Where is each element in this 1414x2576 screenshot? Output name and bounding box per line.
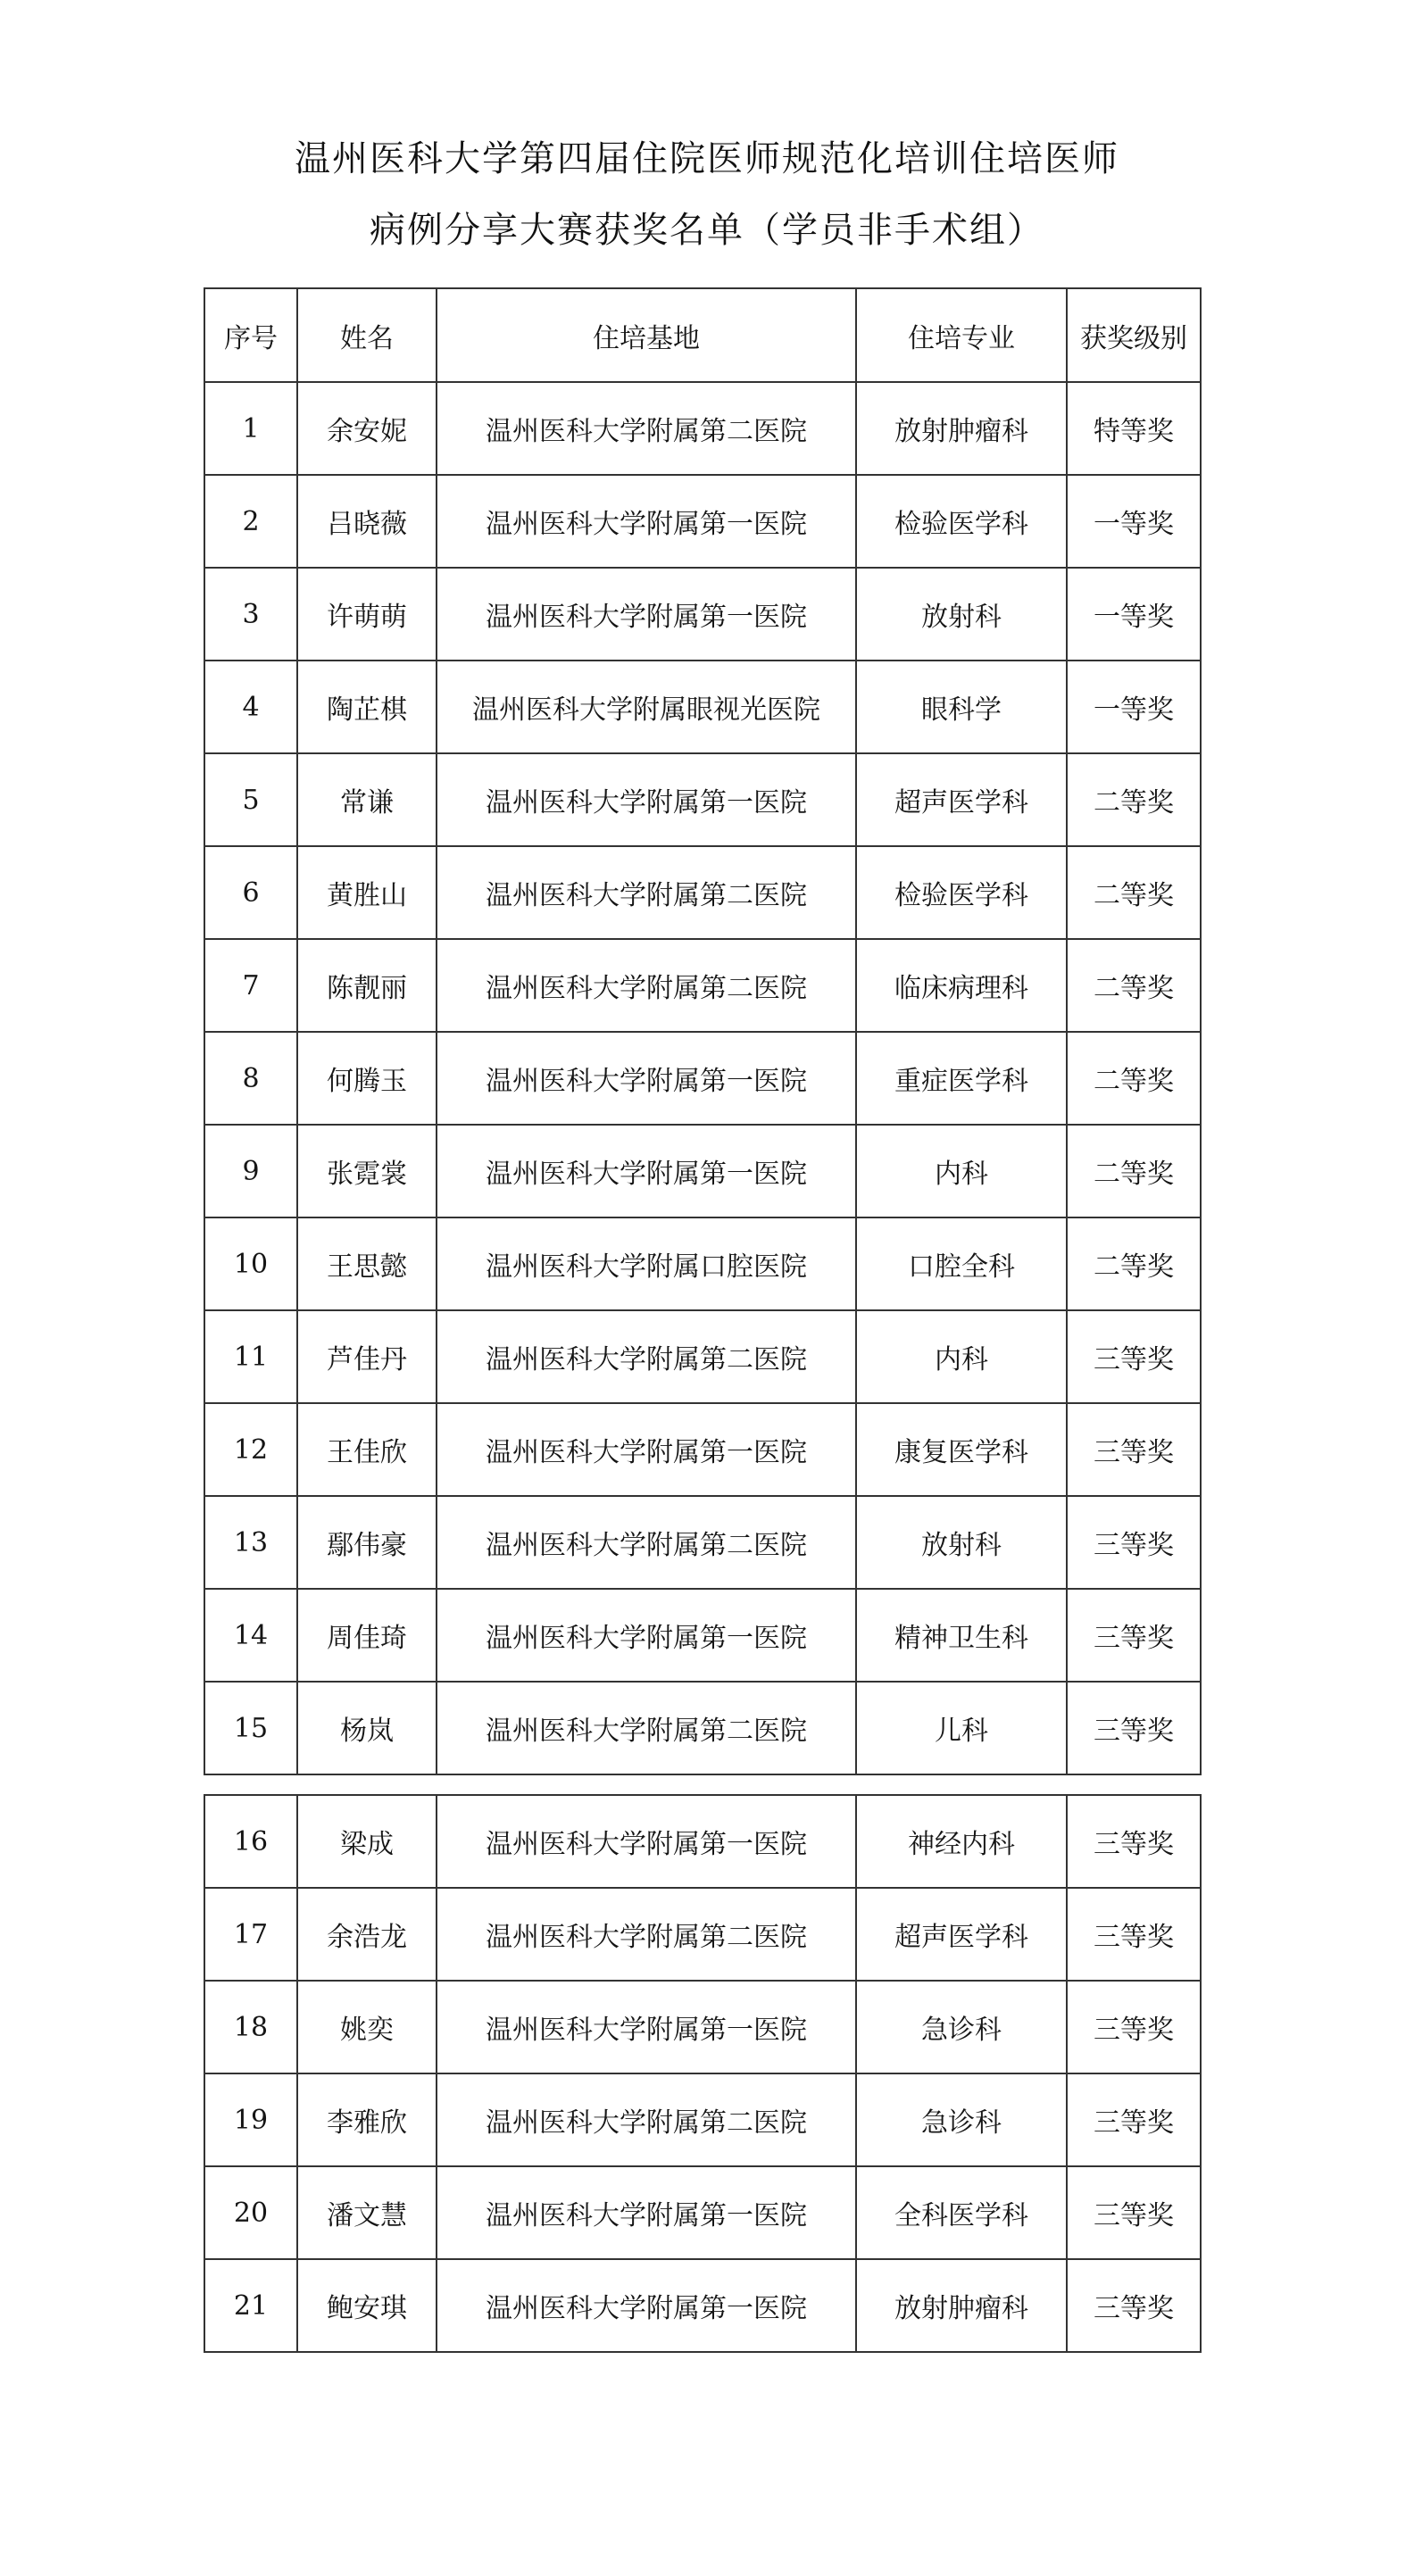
cell-name: 鲍安琪: [297, 2259, 437, 2352]
cell-name: 陶芷棋: [297, 661, 437, 753]
header-specialty: 住培专业: [856, 288, 1067, 382]
cell-specialty: 精神卫生科: [856, 1589, 1067, 1682]
table-row: [204, 1888, 1201, 1981]
cell-specialty: 急诊科: [856, 1981, 1067, 2073]
table-body-part-1: [204, 382, 1201, 1774]
cell-award-level: 二等奖: [1067, 753, 1201, 846]
cell-number: 2: [204, 475, 297, 568]
cell-name: 吕晓薇: [297, 475, 437, 568]
cell-specialty: 全科医学科: [856, 2166, 1067, 2259]
cell-training-base: 温州医科大学附属口腔医院: [437, 1217, 856, 1310]
cell-award-level: 三等奖: [1067, 1589, 1201, 1682]
cell-training-base: 温州医科大学附属第一医院: [437, 475, 856, 568]
cell-specialty: 内科: [856, 1310, 1067, 1403]
cell-number: 7: [204, 939, 297, 1032]
cell-training-base: 温州医科大学附属第二医院: [437, 939, 856, 1032]
cell-number: 15: [204, 1682, 297, 1774]
cell-training-base: 温州医科大学附属第二医院: [437, 1682, 856, 1774]
cell-number: 12: [204, 1403, 297, 1496]
table-row: [204, 846, 1201, 939]
cell-name: 王佳欣: [297, 1403, 437, 1496]
cell-number: 1: [204, 382, 297, 475]
table-row: [204, 1032, 1201, 1125]
cell-specialty: 检验医学科: [856, 846, 1067, 939]
cell-name: 王思懿: [297, 1217, 437, 1310]
cell-number: 20: [204, 2166, 297, 2259]
table-row: [204, 568, 1201, 661]
cell-specialty: 临床病理科: [856, 939, 1067, 1032]
table-row: [204, 1125, 1201, 1217]
cell-award-level: 三等奖: [1067, 2073, 1201, 2166]
cell-name: 梁成: [297, 1795, 437, 1888]
table-row: [204, 1217, 1201, 1310]
cell-training-base: 温州医科大学附属第一医院: [437, 1403, 856, 1496]
table-row: [204, 939, 1201, 1032]
header-number: 序号: [204, 288, 297, 382]
cell-specialty: 放射科: [856, 1496, 1067, 1589]
cell-award-level: 三等奖: [1067, 2259, 1201, 2352]
table-header-row: [204, 288, 1201, 382]
cell-name: 余安妮: [297, 382, 437, 475]
cell-specialty: 放射科: [856, 568, 1067, 661]
cell-specialty: 内科: [856, 1125, 1067, 1217]
cell-number: 13: [204, 1496, 297, 1589]
cell-number: 17: [204, 1888, 297, 1981]
cell-number: 11: [204, 1310, 297, 1403]
cell-specialty: 超声医学科: [856, 753, 1067, 846]
cell-specialty: 放射肿瘤科: [856, 382, 1067, 475]
cell-training-base: 温州医科大学附属第一医院: [437, 1795, 856, 1888]
cell-name: 潘文慧: [297, 2166, 437, 2259]
cell-name: 何腾玉: [297, 1032, 437, 1125]
table-row: [204, 753, 1201, 846]
cell-number: 10: [204, 1217, 297, 1310]
cell-name: 李雅欣: [297, 2073, 437, 2166]
cell-award-level: 三等奖: [1067, 1496, 1201, 1589]
cell-award-level: 二等奖: [1067, 1032, 1201, 1125]
cell-number: 16: [204, 1795, 297, 1888]
cell-award-level: 三等奖: [1067, 1795, 1201, 1888]
cell-award-level: 二等奖: [1067, 1217, 1201, 1310]
award-table-part-2: [204, 1794, 1202, 2353]
table-body-part-2: [204, 1795, 1201, 2352]
cell-award-level: 一等奖: [1067, 475, 1201, 568]
cell-training-base: 温州医科大学附属第二医院: [437, 1310, 856, 1403]
cell-training-base: 温州医科大学附属第二医院: [437, 1496, 856, 1589]
cell-specialty: 康复医学科: [856, 1403, 1067, 1496]
cell-name: 余浩龙: [297, 1888, 437, 1981]
cell-name: 许萌萌: [297, 568, 437, 661]
cell-number: 3: [204, 568, 297, 661]
cell-training-base: 温州医科大学附属眼视光医院: [437, 661, 856, 753]
cell-specialty: 眼科学: [856, 661, 1067, 753]
cell-number: 8: [204, 1032, 297, 1125]
cell-number: 14: [204, 1589, 297, 1682]
cell-number: 5: [204, 753, 297, 846]
cell-training-base: 温州医科大学附属第二医院: [437, 846, 856, 939]
header-training-base: 住培基地: [437, 288, 856, 382]
cell-specialty: 儿科: [856, 1682, 1067, 1774]
table-row: [204, 1981, 1201, 2073]
cell-name: 张霓裳: [297, 1125, 437, 1217]
table-row: [204, 2259, 1201, 2352]
document-title-line-2: 病例分享大赛获奖名单（学员非手术组）: [370, 210, 1044, 251]
cell-award-level: 一等奖: [1067, 661, 1201, 753]
cell-award-level: 一等奖: [1067, 568, 1201, 661]
table-row: [204, 1310, 1201, 1403]
cell-training-base: 温州医科大学附属第一医院: [437, 1589, 856, 1682]
cell-award-level: 特等奖: [1067, 382, 1201, 475]
cell-name: 常谦: [297, 753, 437, 846]
document-title-line-1: 温州医科大学第四届住院医师规范化培训住培医师: [295, 138, 1119, 179]
cell-award-level: 二等奖: [1067, 1125, 1201, 1217]
cell-specialty: 口腔全科: [856, 1217, 1067, 1310]
cell-training-base: 温州医科大学附属第一医院: [437, 2259, 856, 2352]
table-row: [204, 1682, 1201, 1774]
cell-award-level: 三等奖: [1067, 1310, 1201, 1403]
cell-number: 19: [204, 2073, 297, 2166]
table-row: [204, 475, 1201, 568]
table-row: [204, 1795, 1201, 1888]
cell-specialty: 放射肿瘤科: [856, 2259, 1067, 2352]
cell-number: 4: [204, 661, 297, 753]
cell-training-base: 温州医科大学附属第一医院: [437, 753, 856, 846]
cell-specialty: 检验医学科: [856, 475, 1067, 568]
header-name: 姓名: [297, 288, 437, 382]
cell-award-level: 二等奖: [1067, 939, 1201, 1032]
cell-award-level: 三等奖: [1067, 2166, 1201, 2259]
cell-training-base: 温州医科大学附属第一医院: [437, 2166, 856, 2259]
cell-training-base: 温州医科大学附属第一医院: [437, 1032, 856, 1125]
cell-specialty: 重症医学科: [856, 1032, 1067, 1125]
cell-training-base: 温州医科大学附属第二医院: [437, 2073, 856, 2166]
cell-name: 鄢伟豪: [297, 1496, 437, 1589]
cell-specialty: 神经内科: [856, 1795, 1067, 1888]
cell-name: 陈靓丽: [297, 939, 437, 1032]
cell-number: 9: [204, 1125, 297, 1217]
table-row: [204, 661, 1201, 753]
cell-training-base: 温州医科大学附属第二医院: [437, 382, 856, 475]
cell-number: 21: [204, 2259, 297, 2352]
cell-name: 姚奕: [297, 1981, 437, 2073]
table-row: [204, 2073, 1201, 2166]
cell-name: 芦佳丹: [297, 1310, 437, 1403]
cell-award-level: 二等奖: [1067, 846, 1201, 939]
header-award-level: 获奖级别: [1067, 288, 1201, 382]
cell-specialty: 超声医学科: [856, 1888, 1067, 1981]
table-row: [204, 382, 1201, 475]
award-table-part-1: [204, 287, 1202, 1775]
table-row: [204, 1496, 1201, 1589]
table-row: [204, 2166, 1201, 2259]
table-row: [204, 1403, 1201, 1496]
cell-award-level: 三等奖: [1067, 1682, 1201, 1774]
cell-name: 杨岚: [297, 1682, 437, 1774]
cell-name: 黄胜山: [297, 846, 437, 939]
cell-award-level: 三等奖: [1067, 1981, 1201, 2073]
cell-award-level: 三等奖: [1067, 1403, 1201, 1496]
cell-training-base: 温州医科大学附属第二医院: [437, 1888, 856, 1981]
cell-name: 周佳琦: [297, 1589, 437, 1682]
table-row: [204, 1589, 1201, 1682]
cell-award-level: 三等奖: [1067, 1888, 1201, 1981]
cell-training-base: 温州医科大学附属第一医院: [437, 1981, 856, 2073]
cell-training-base: 温州医科大学附属第一医院: [437, 1125, 856, 1217]
cell-specialty: 急诊科: [856, 2073, 1067, 2166]
cell-training-base: 温州医科大学附属第一医院: [437, 568, 856, 661]
cell-number: 6: [204, 846, 297, 939]
cell-number: 18: [204, 1981, 297, 2073]
